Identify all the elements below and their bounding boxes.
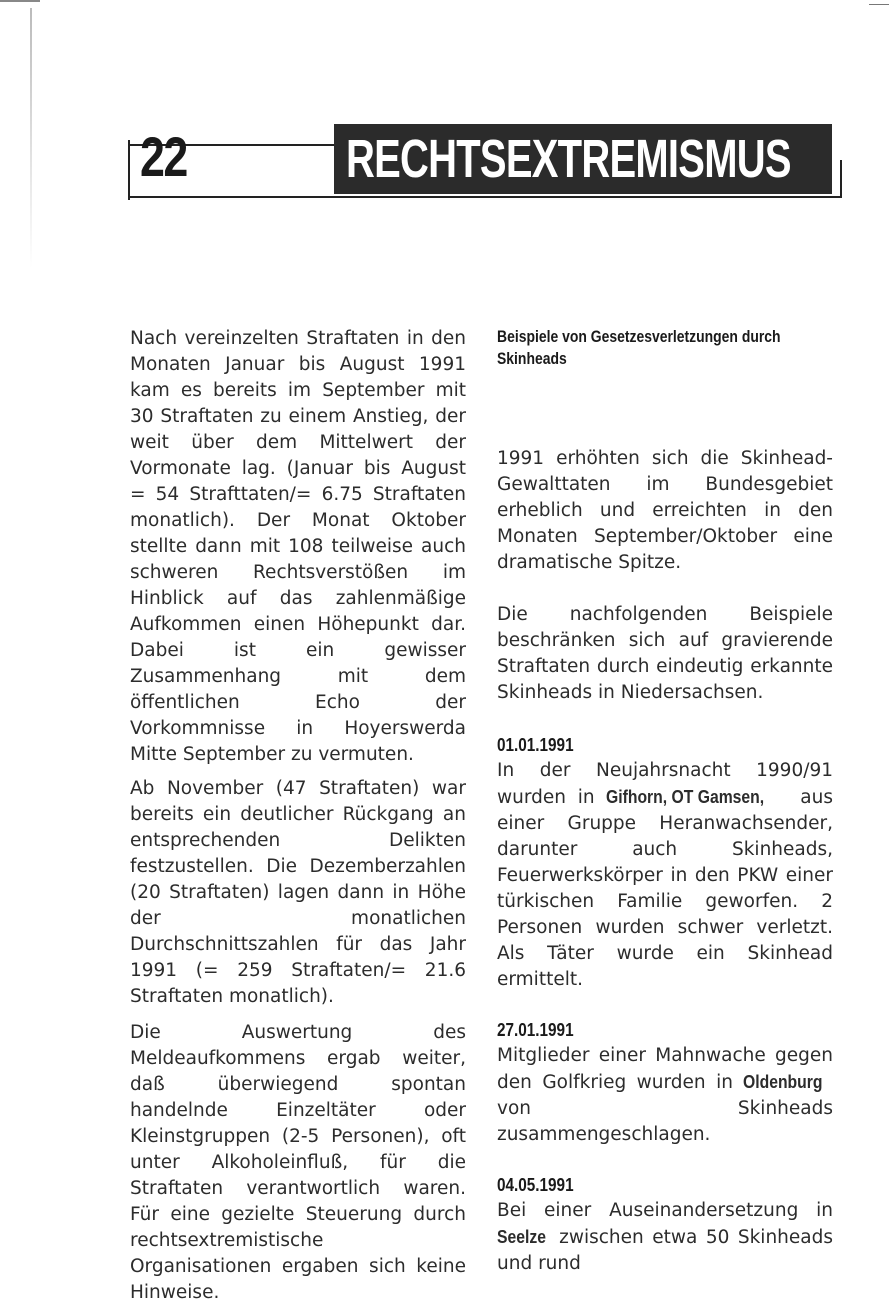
- entry-place: Gifhorn, OT Gamsen,: [606, 786, 765, 807]
- entry-text: [497, 1198, 833, 1277]
- scan-edge-top-left: [0, 0, 40, 2]
- entry-date: 27.01.1991: [497, 1020, 574, 1040]
- right-intro-paragraph-2: Die nachfolgenden Beispiele beschränken sich auf gravierende Straftaten durch eindeutig erkannte Skinheads in Niedersachsen.: [497, 604, 833, 703]
- left-paragraph-1: Nach vereinzelten Straftaten in den Monaten Januar bis August 1991 kam es bereits im September mit 30 Straftaten zu einem Anstieg, der weit über dem Mittelwert der Vormonate lag. (Januar bis August = 54 Strafttaten/= 6.75 Straftaten monatlich). Der Monat Oktober stellte dann mit 108 teilweise auch schweren Rechtsverstößen im Hinblick auf das zahlenmäßige Aufkommen einen Höhepunkt dar. Dabei ist ein gewisser Zusammenhang mit dem öffentlichen Echo der Vorkommnisse in Hoyerswerda Mitte September zu vermuten.: [130, 328, 466, 765]
- header-frame-left: [128, 140, 138, 200]
- chapter-title-box: [334, 124, 832, 194]
- entry-text-before: Mitglieder einer Mahnwache gegen den Golfkrieg wurden in: [497, 1045, 833, 1093]
- left-paragraph-2: Ab November (47 Straftaten) war bereits ein deutlicher Rückgang an entsprechenden Delikten festzustellen. Die Dezemberzahlen (20 Straftaten) lagen dann in Höhe der monatlichen Durchschnittszahlen für das Jahr 1991 (= 259 Straftaten/= 21.6 Straftaten monatlich).: [130, 778, 466, 1007]
- page-header: [128, 116, 842, 198]
- scan-edge-line: [30, 8, 32, 268]
- left-paragraph-3: Die Auswertung des Meldeaufkommens ergab weiter, daß überwiegend spontan handelnde Einzeltäter oder Kleinstgruppen (2-5 Personen), oft unter Alkoholeinfluß, für die Straftaten verantwortlich waren. Für eine gezielte Steuerung durch rechtsextremistische Organisationen ergaben sich keine Hinweise.: [130, 1022, 466, 1303]
- page-number: 22: [140, 125, 187, 188]
- entry-date: 04.05.1991: [497, 1175, 574, 1195]
- entry-place: Seelze: [497, 1226, 546, 1247]
- right-intro-paragraph-1: 1991 erhöhten sich die Skinhead-Gewalttaten im Bundesgebiet erheblich und erreichten in den Monaten September/Oktober eine dramatische Spitze.: [497, 448, 833, 573]
- scan-edge-top-right: [869, 4, 889, 5]
- header-frame-bottom: [128, 196, 842, 198]
- entry-text-after: zwischen etwa 50 Skinheads und rund: [497, 1227, 833, 1274]
- section-heading: Beispiele von Gesetzesverletzungen durch Skinheads: [497, 327, 781, 368]
- entry-text: [497, 1043, 833, 1148]
- entry-text-after: von Skinheads zusammengeschlagen.: [497, 1098, 833, 1145]
- header-frame-right: [840, 160, 842, 198]
- right-column: [497, 326, 833, 1277]
- entry-date: 01.01.1991: [497, 735, 574, 755]
- left-column: [130, 326, 466, 1306]
- entry-text: [497, 758, 833, 993]
- entry-text-before: In der Neujahrsnacht 1990/91 wurden in: [497, 760, 833, 808]
- chapter-title: RECHTSEXTREMISMUS: [346, 129, 791, 189]
- entry-text-after: aus einer Gruppe Heranwachsender, darunter auch Skinheads, Feuerwerkskörper in den PKW einer türkischen Familie geworfen. 2 Personen wurden schwer verletzt. Als Täter wurde ein Skinhead ermittelt.: [497, 787, 833, 990]
- entry-place: Oldenburg: [743, 1071, 823, 1092]
- entry-text-before: Bei einer Auseinandersetzung in: [497, 1200, 833, 1221]
